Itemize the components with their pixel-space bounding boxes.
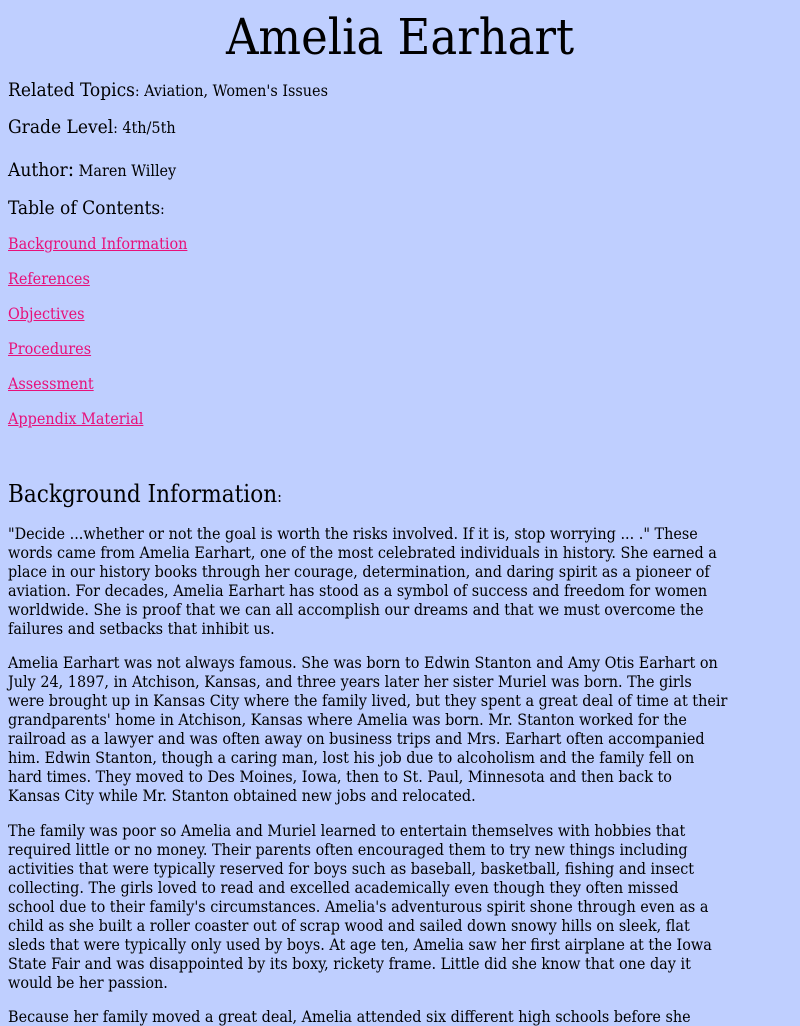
paragraph-line: Amelia Earhart was not always famous. She was born to Edwin Stanton and Amy Otis Earhart on <box>8 653 718 672</box>
author-label: Author <box>8 159 68 181</box>
paragraph-line: hard times. They moved to Des Moines, Iowa, then to St. Paul, Minnesota and then back to <box>8 767 672 786</box>
paragraph <box>8 653 800 805</box>
colon: : <box>160 200 165 218</box>
paragraph-line: were brought up in Kansas City where the family lived, but they spent a great deal of time at their <box>8 691 728 710</box>
paragraph-line: failures and setbacks that inhibit us. <box>8 619 275 638</box>
paragraph <box>8 821 800 992</box>
paragraph-line: worldwide. She is proof that we can all accomplish our dreams and that we must overcome the <box>8 600 704 619</box>
paragraph-line: collecting. The girls loved to read and excelled academically even though they often missed <box>8 878 679 897</box>
page-title: Amelia Earhart <box>225 8 575 66</box>
toc-link-background-information[interactable]: Background Information <box>8 234 188 253</box>
paragraph-line: aviation. For decades, Amelia Earhart has stood as a symbol of success and freedom for women <box>8 581 708 600</box>
paragraph-line: required little or no money. Their parents often encouraged them to try new things including <box>8 840 688 859</box>
author-value: Maren Willey <box>78 161 177 180</box>
toc-link-references[interactable]: References <box>8 269 90 288</box>
grade-level <box>8 116 176 138</box>
paragraph-line: words came from Amelia Earhart, one of the most celebrated individuals in history. She earned a <box>8 543 717 562</box>
related-topics-value: Aviation, Women's Issues <box>144 81 328 100</box>
paragraph-line: July 24, 1897, in Atchison, Kansas, and three years later her sister Muriel was born. The girls <box>8 672 692 691</box>
toc-link-assessment[interactable]: Assessment <box>8 374 94 393</box>
grade-level-label: Grade Level <box>8 116 114 138</box>
related-topics-label: Related Topics <box>8 79 135 101</box>
related-topics <box>8 79 328 101</box>
toc-link-appendix-material[interactable]: Appendix Material <box>8 409 144 428</box>
paragraph-line: Because her family moved a great deal, Amelia attended six different high schools before she <box>8 1007 691 1026</box>
grade-level-value: 4th/5th <box>122 118 176 137</box>
section-heading-background <box>8 480 282 508</box>
toc-link-objectives[interactable]: Objectives <box>8 304 85 323</box>
paragraph-line: him. Edwin Stanton, though a caring man, lost his job due to alcoholism and the family fell on <box>8 748 695 767</box>
paragraph-line: place in our history books through her courage, determination, and daring spirit as a pioneer of <box>8 562 710 581</box>
toc-heading <box>8 197 165 219</box>
colon: : <box>134 82 140 100</box>
paragraph <box>8 1007 800 1026</box>
paragraph-line: State Fair and was disappointed by its boxy, rickety frame. Little did she know that one day it <box>8 954 691 973</box>
paragraph-line: grandparents' home in Atchison, Kansas where Amelia was born. Mr. Stanton worked for the <box>8 710 687 729</box>
paragraph-line: activities that were typically reserved for boys such as baseball, basketball, fishing and insect <box>8 859 695 878</box>
colon: : <box>277 487 282 506</box>
paragraph-line: child as she built a roller coaster out of scrap wood and sailed down snowy hills on sleek, flat <box>8 916 690 935</box>
colon: : <box>113 119 118 137</box>
paragraph-line: would be her passion. <box>8 973 168 992</box>
paragraph-line: school due to their family's circumstances. Amelia's adventurous spirit shone through even as a <box>8 897 709 916</box>
paragraph-line: The family was poor so Amelia and Muriel learned to entertain themselves with hobbies that <box>8 821 686 840</box>
section-heading-text: Background Information <box>8 480 278 508</box>
paragraph-line: Kansas City while Mr. Stanton obtained new jobs and relocated. <box>8 786 476 805</box>
paragraph-line: sleds that were typically only used by boys. At age ten, Amelia saw her first airplane at the Iowa <box>8 935 712 954</box>
paragraph <box>8 524 800 638</box>
colon: : <box>67 157 75 181</box>
paragraph-line: railroad as a lawyer and was often away on business trips and Mrs. Earhart often accompanied <box>8 729 705 748</box>
author <box>8 157 176 181</box>
toc-link-procedures[interactable]: Procedures <box>8 339 92 358</box>
paragraph-line: "Decide ...whether or not the goal is worth the risks involved. If it is, stop worrying ... ." These <box>8 524 698 543</box>
toc-label: Table of Contents <box>8 197 161 219</box>
